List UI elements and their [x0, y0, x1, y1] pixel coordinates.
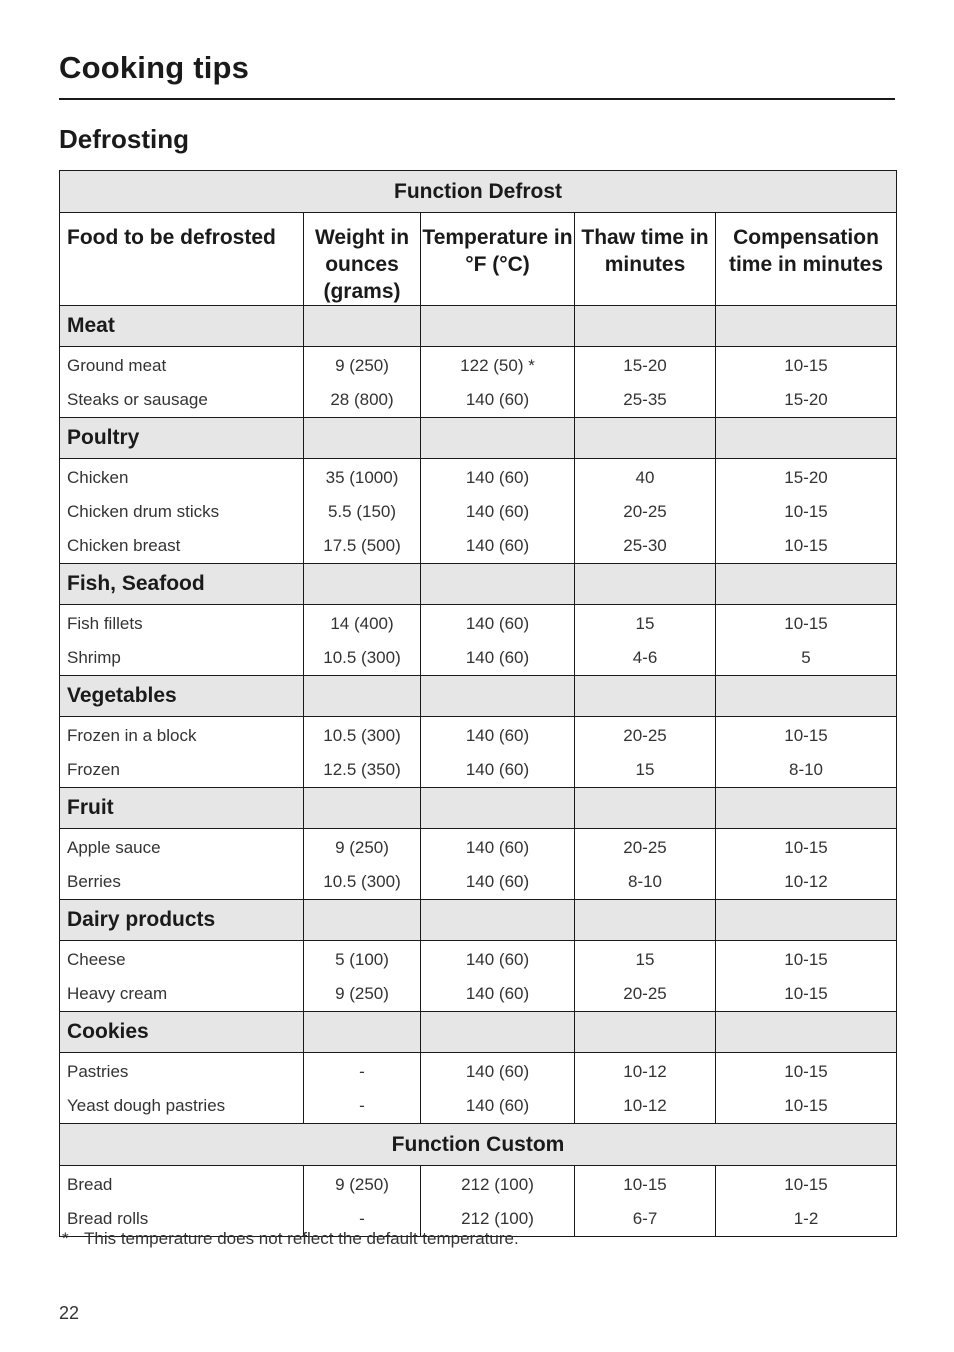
category-label: Cookies — [60, 1012, 304, 1053]
cell-temperature: 140 (60) — [421, 529, 575, 564]
cell-thaw-time: 10-12 — [575, 1089, 716, 1124]
category-row — [60, 1012, 897, 1053]
cell-temperature: 140 (60) — [421, 1053, 575, 1090]
category-label: Fruit — [60, 788, 304, 829]
table-header-row — [60, 213, 897, 306]
category-empty-cell — [421, 564, 575, 605]
cell-temperature: 212 (100) — [421, 1166, 575, 1203]
category-label: Vegetables — [60, 676, 304, 717]
category-row — [60, 676, 897, 717]
cell-compensation-time: 10-15 — [716, 495, 897, 529]
cell-weight: 5 (100) — [304, 941, 421, 978]
table-row — [60, 1089, 897, 1124]
table-row — [60, 1053, 897, 1090]
cell-food: Bread rolls — [60, 1202, 304, 1237]
cell-food: Steaks or sausage — [60, 383, 304, 418]
category-empty-cell — [575, 306, 716, 347]
cell-temperature: 212 (100) — [421, 1202, 575, 1237]
cell-food: Apple sauce — [60, 829, 304, 866]
category-empty-cell — [575, 676, 716, 717]
cell-compensation-time: 15-20 — [716, 383, 897, 418]
cell-temperature: 140 (60) — [421, 753, 575, 788]
table-row — [60, 753, 897, 788]
function-defrost-row — [60, 171, 897, 213]
footnote — [62, 1229, 519, 1249]
cell-weight: 9 (250) — [304, 977, 421, 1012]
page-number: 22 — [59, 1303, 80, 1323]
cell-weight: - — [304, 1053, 421, 1090]
cell-temperature: 140 (60) — [421, 829, 575, 866]
cell-weight: 10.5 (300) — [304, 717, 421, 754]
function-defrost-label: Function Defrost — [60, 171, 897, 213]
header-weight: Weight in ounces (grams) — [304, 213, 421, 306]
table-row — [60, 641, 897, 676]
cell-temperature: 140 (60) — [421, 641, 575, 676]
cell-thaw-time: 6-7 — [575, 1202, 716, 1237]
cell-food: Chicken drum sticks — [60, 495, 304, 529]
table-row — [60, 529, 897, 564]
table-row — [60, 717, 897, 754]
category-empty-cell — [421, 676, 575, 717]
category-row — [60, 306, 897, 347]
category-row — [60, 900, 897, 941]
cell-food: Chicken breast — [60, 529, 304, 564]
cell-weight: 10.5 (300) — [304, 865, 421, 900]
cell-weight: - — [304, 1202, 421, 1237]
cell-compensation-time: 10-15 — [716, 347, 897, 384]
category-label: Meat — [60, 306, 304, 347]
cell-weight: 9 (250) — [304, 347, 421, 384]
cell-compensation-time: 10-15 — [716, 977, 897, 1012]
cell-thaw-time: 8-10 — [575, 865, 716, 900]
category-empty-cell — [304, 306, 421, 347]
category-empty-cell — [421, 1012, 575, 1053]
cell-weight: 9 (250) — [304, 829, 421, 866]
category-empty-cell — [421, 306, 575, 347]
cell-compensation-time: 10-15 — [716, 941, 897, 978]
cell-thaw-time: 4-6 — [575, 641, 716, 676]
cell-compensation-time: 5 — [716, 641, 897, 676]
cell-thaw-time: 20-25 — [575, 977, 716, 1012]
category-empty-cell — [304, 1012, 421, 1053]
table-row — [60, 459, 897, 496]
cell-weight: 28 (800) — [304, 383, 421, 418]
cell-weight: 12.5 (350) — [304, 753, 421, 788]
category-empty-cell — [716, 418, 897, 459]
cell-weight: - — [304, 1089, 421, 1124]
header-temperature: Temperature in °F (°C) — [421, 213, 575, 306]
cell-compensation-time: 10-15 — [716, 717, 897, 754]
page-title: Cooking tips — [59, 50, 250, 85]
title-divider — [59, 98, 895, 100]
header-compensation-time: Compensation time in minutes — [716, 213, 897, 306]
cell-thaw-time: 25-35 — [575, 383, 716, 418]
category-empty-cell — [575, 900, 716, 941]
cell-compensation-time: 10-15 — [716, 529, 897, 564]
cell-temperature: 140 (60) — [421, 865, 575, 900]
category-empty-cell — [716, 564, 897, 605]
header-thaw-time: Thaw time in minutes — [575, 213, 716, 306]
cell-food: Fish fillets — [60, 605, 304, 642]
category-label: Dairy products — [60, 900, 304, 941]
cell-weight: 5.5 (150) — [304, 495, 421, 529]
cell-temperature: 140 (60) — [421, 459, 575, 496]
cell-food: Frozen in a block — [60, 717, 304, 754]
cell-compensation-time: 10-15 — [716, 1089, 897, 1124]
category-empty-cell — [421, 788, 575, 829]
cell-food: Pastries — [60, 1053, 304, 1090]
table-row — [60, 865, 897, 900]
defrosting-table — [59, 170, 897, 1237]
table-row — [60, 605, 897, 642]
category-empty-cell — [304, 788, 421, 829]
category-label: Poultry — [60, 418, 304, 459]
category-empty-cell — [575, 564, 716, 605]
cell-temperature: 140 (60) — [421, 977, 575, 1012]
function-custom-row — [60, 1124, 897, 1166]
cell-thaw-time: 25-30 — [575, 529, 716, 564]
cell-compensation-time: 10-12 — [716, 865, 897, 900]
cell-compensation-time: 10-15 — [716, 829, 897, 866]
cell-thaw-time: 10-12 — [575, 1053, 716, 1090]
category-empty-cell — [575, 418, 716, 459]
cell-food: Berries — [60, 865, 304, 900]
header-food: Food to be defrosted — [60, 213, 304, 306]
cell-compensation-time: 1-2 — [716, 1202, 897, 1237]
cell-food: Yeast dough pastries — [60, 1089, 304, 1124]
cell-temperature: 140 (60) — [421, 495, 575, 529]
category-row — [60, 788, 897, 829]
section-title: Defrosting — [59, 124, 189, 154]
cell-compensation-time: 10-15 — [716, 605, 897, 642]
category-empty-cell — [575, 788, 716, 829]
cell-compensation-time: 10-15 — [716, 1053, 897, 1090]
category-empty-cell — [716, 788, 897, 829]
cell-thaw-time: 15 — [575, 753, 716, 788]
cell-thaw-time: 15 — [575, 941, 716, 978]
category-empty-cell — [421, 418, 575, 459]
footnote-text: This temperature does not reflect the default temperature. — [84, 1229, 519, 1248]
cell-weight: 35 (1000) — [304, 459, 421, 496]
cell-food: Bread — [60, 1166, 304, 1203]
category-empty-cell — [716, 1012, 897, 1053]
category-empty-cell — [304, 564, 421, 605]
cell-weight: 9 (250) — [304, 1166, 421, 1203]
category-row — [60, 564, 897, 605]
cell-compensation-time: 15-20 — [716, 459, 897, 496]
cell-thaw-time: 40 — [575, 459, 716, 496]
table-row — [60, 495, 897, 529]
cell-food: Shrimp — [60, 641, 304, 676]
table-row — [60, 383, 897, 418]
function-custom-label: Function Custom — [60, 1124, 897, 1166]
table-row — [60, 347, 897, 384]
table-row — [60, 941, 897, 978]
cell-thaw-time: 15-20 — [575, 347, 716, 384]
cell-food: Frozen — [60, 753, 304, 788]
cell-thaw-time: 10-15 — [575, 1166, 716, 1203]
category-empty-cell — [716, 306, 897, 347]
cell-food: Heavy cream — [60, 977, 304, 1012]
cell-temperature: 140 (60) — [421, 605, 575, 642]
cell-thaw-time: 20-25 — [575, 495, 716, 529]
cell-food: Ground meat — [60, 347, 304, 384]
cell-weight: 10.5 (300) — [304, 641, 421, 676]
table-row — [60, 977, 897, 1012]
footnote-marker: * — [62, 1229, 69, 1248]
category-empty-cell — [716, 676, 897, 717]
category-empty-cell — [304, 676, 421, 717]
category-label: Fish, Seafood — [60, 564, 304, 605]
category-empty-cell — [304, 418, 421, 459]
cell-temperature: 140 (60) — [421, 941, 575, 978]
category-empty-cell — [421, 900, 575, 941]
table-row — [60, 829, 897, 866]
cell-temperature: 140 (60) — [421, 717, 575, 754]
cell-compensation-time: 8-10 — [716, 753, 897, 788]
cell-weight: 14 (400) — [304, 605, 421, 642]
cell-thaw-time: 15 — [575, 605, 716, 642]
cell-weight: 17.5 (500) — [304, 529, 421, 564]
table-row — [60, 1166, 897, 1203]
cell-temperature: 140 (60) — [421, 383, 575, 418]
cell-food: Chicken — [60, 459, 304, 496]
cell-thaw-time: 20-25 — [575, 829, 716, 866]
cell-compensation-time: 10-15 — [716, 1166, 897, 1203]
category-row — [60, 418, 897, 459]
cell-temperature: 140 (60) — [421, 1089, 575, 1124]
cell-food: Cheese — [60, 941, 304, 978]
category-empty-cell — [716, 900, 897, 941]
cell-temperature: 122 (50) * — [421, 347, 575, 384]
cell-thaw-time: 20-25 — [575, 717, 716, 754]
category-empty-cell — [575, 1012, 716, 1053]
category-empty-cell — [304, 900, 421, 941]
